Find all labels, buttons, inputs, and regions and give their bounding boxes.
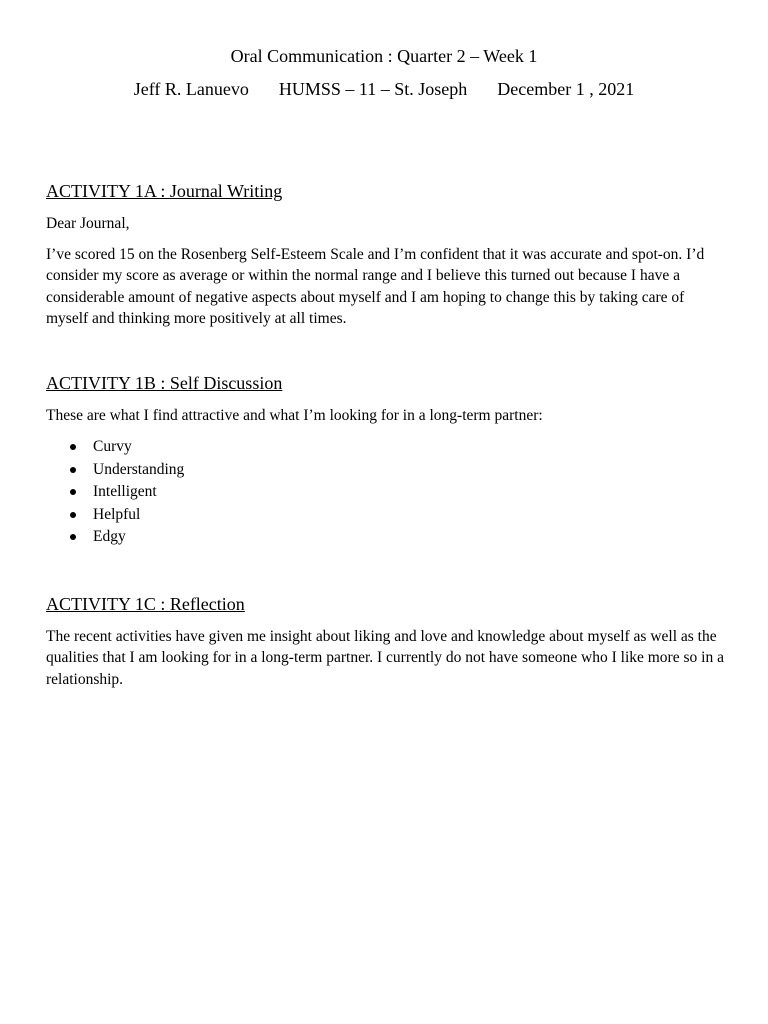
class-section: HUMSS – 11 – St. Joseph bbox=[278, 79, 468, 99]
list-item-text: Understanding bbox=[93, 460, 185, 478]
document-title: Oral Communication : Quarter 2 – Week 1 bbox=[230, 46, 538, 66]
activity-1b-heading: ACTIVITY 1B : Self Discussion bbox=[46, 373, 283, 393]
list-item bbox=[46, 481, 184, 504]
activity-1c-heading: ACTIVITY 1C : Reflection bbox=[46, 594, 245, 614]
list-item bbox=[46, 526, 184, 549]
list-item bbox=[46, 504, 184, 527]
bullet-icon bbox=[70, 467, 76, 473]
student-name: Jeff R. Lanuevo bbox=[133, 79, 249, 99]
submission-date: December 1 , 2021 bbox=[497, 79, 635, 99]
list-item bbox=[46, 436, 184, 459]
bullet-icon bbox=[70, 489, 76, 495]
bullet-icon bbox=[70, 512, 76, 518]
journal-body: I’ve scored 15 on the Rosenberg Self-Esteem Scale and I’m confident that it was accurate and spot-on. I’d consider my score as average or within the normal range and I believe this turned out because I have a considerable amount of negative aspects about myself and I am hoping to change this by taking care of myself and thinking more positively at all times. bbox=[46, 246, 705, 327]
student-info-line bbox=[0, 77, 768, 101]
list-item-text: Edgy bbox=[93, 528, 126, 546]
activity-1a-heading: ACTIVITY 1A : Journal Writing bbox=[46, 181, 283, 201]
bullet-icon bbox=[70, 534, 76, 540]
bullet-icon bbox=[70, 444, 76, 450]
list-item-text: Curvy bbox=[93, 438, 132, 455]
list-item-text: Intelligent bbox=[93, 483, 157, 501]
discussion-intro: These are what I find attractive and what I’m looking for in a long-term partner: bbox=[46, 407, 543, 424]
partner-qualities-list bbox=[46, 436, 184, 549]
reflection-body: The recent activities have given me insight about liking and love and knowledge about myself as well as the qualities that I am looking for in a long-term partner. I currently do not have someone who I like more so in a relationship. bbox=[46, 628, 724, 688]
list-item bbox=[46, 459, 184, 482]
journal-greeting: Dear Journal, bbox=[46, 215, 130, 232]
list-item-text: Helpful bbox=[93, 505, 141, 523]
